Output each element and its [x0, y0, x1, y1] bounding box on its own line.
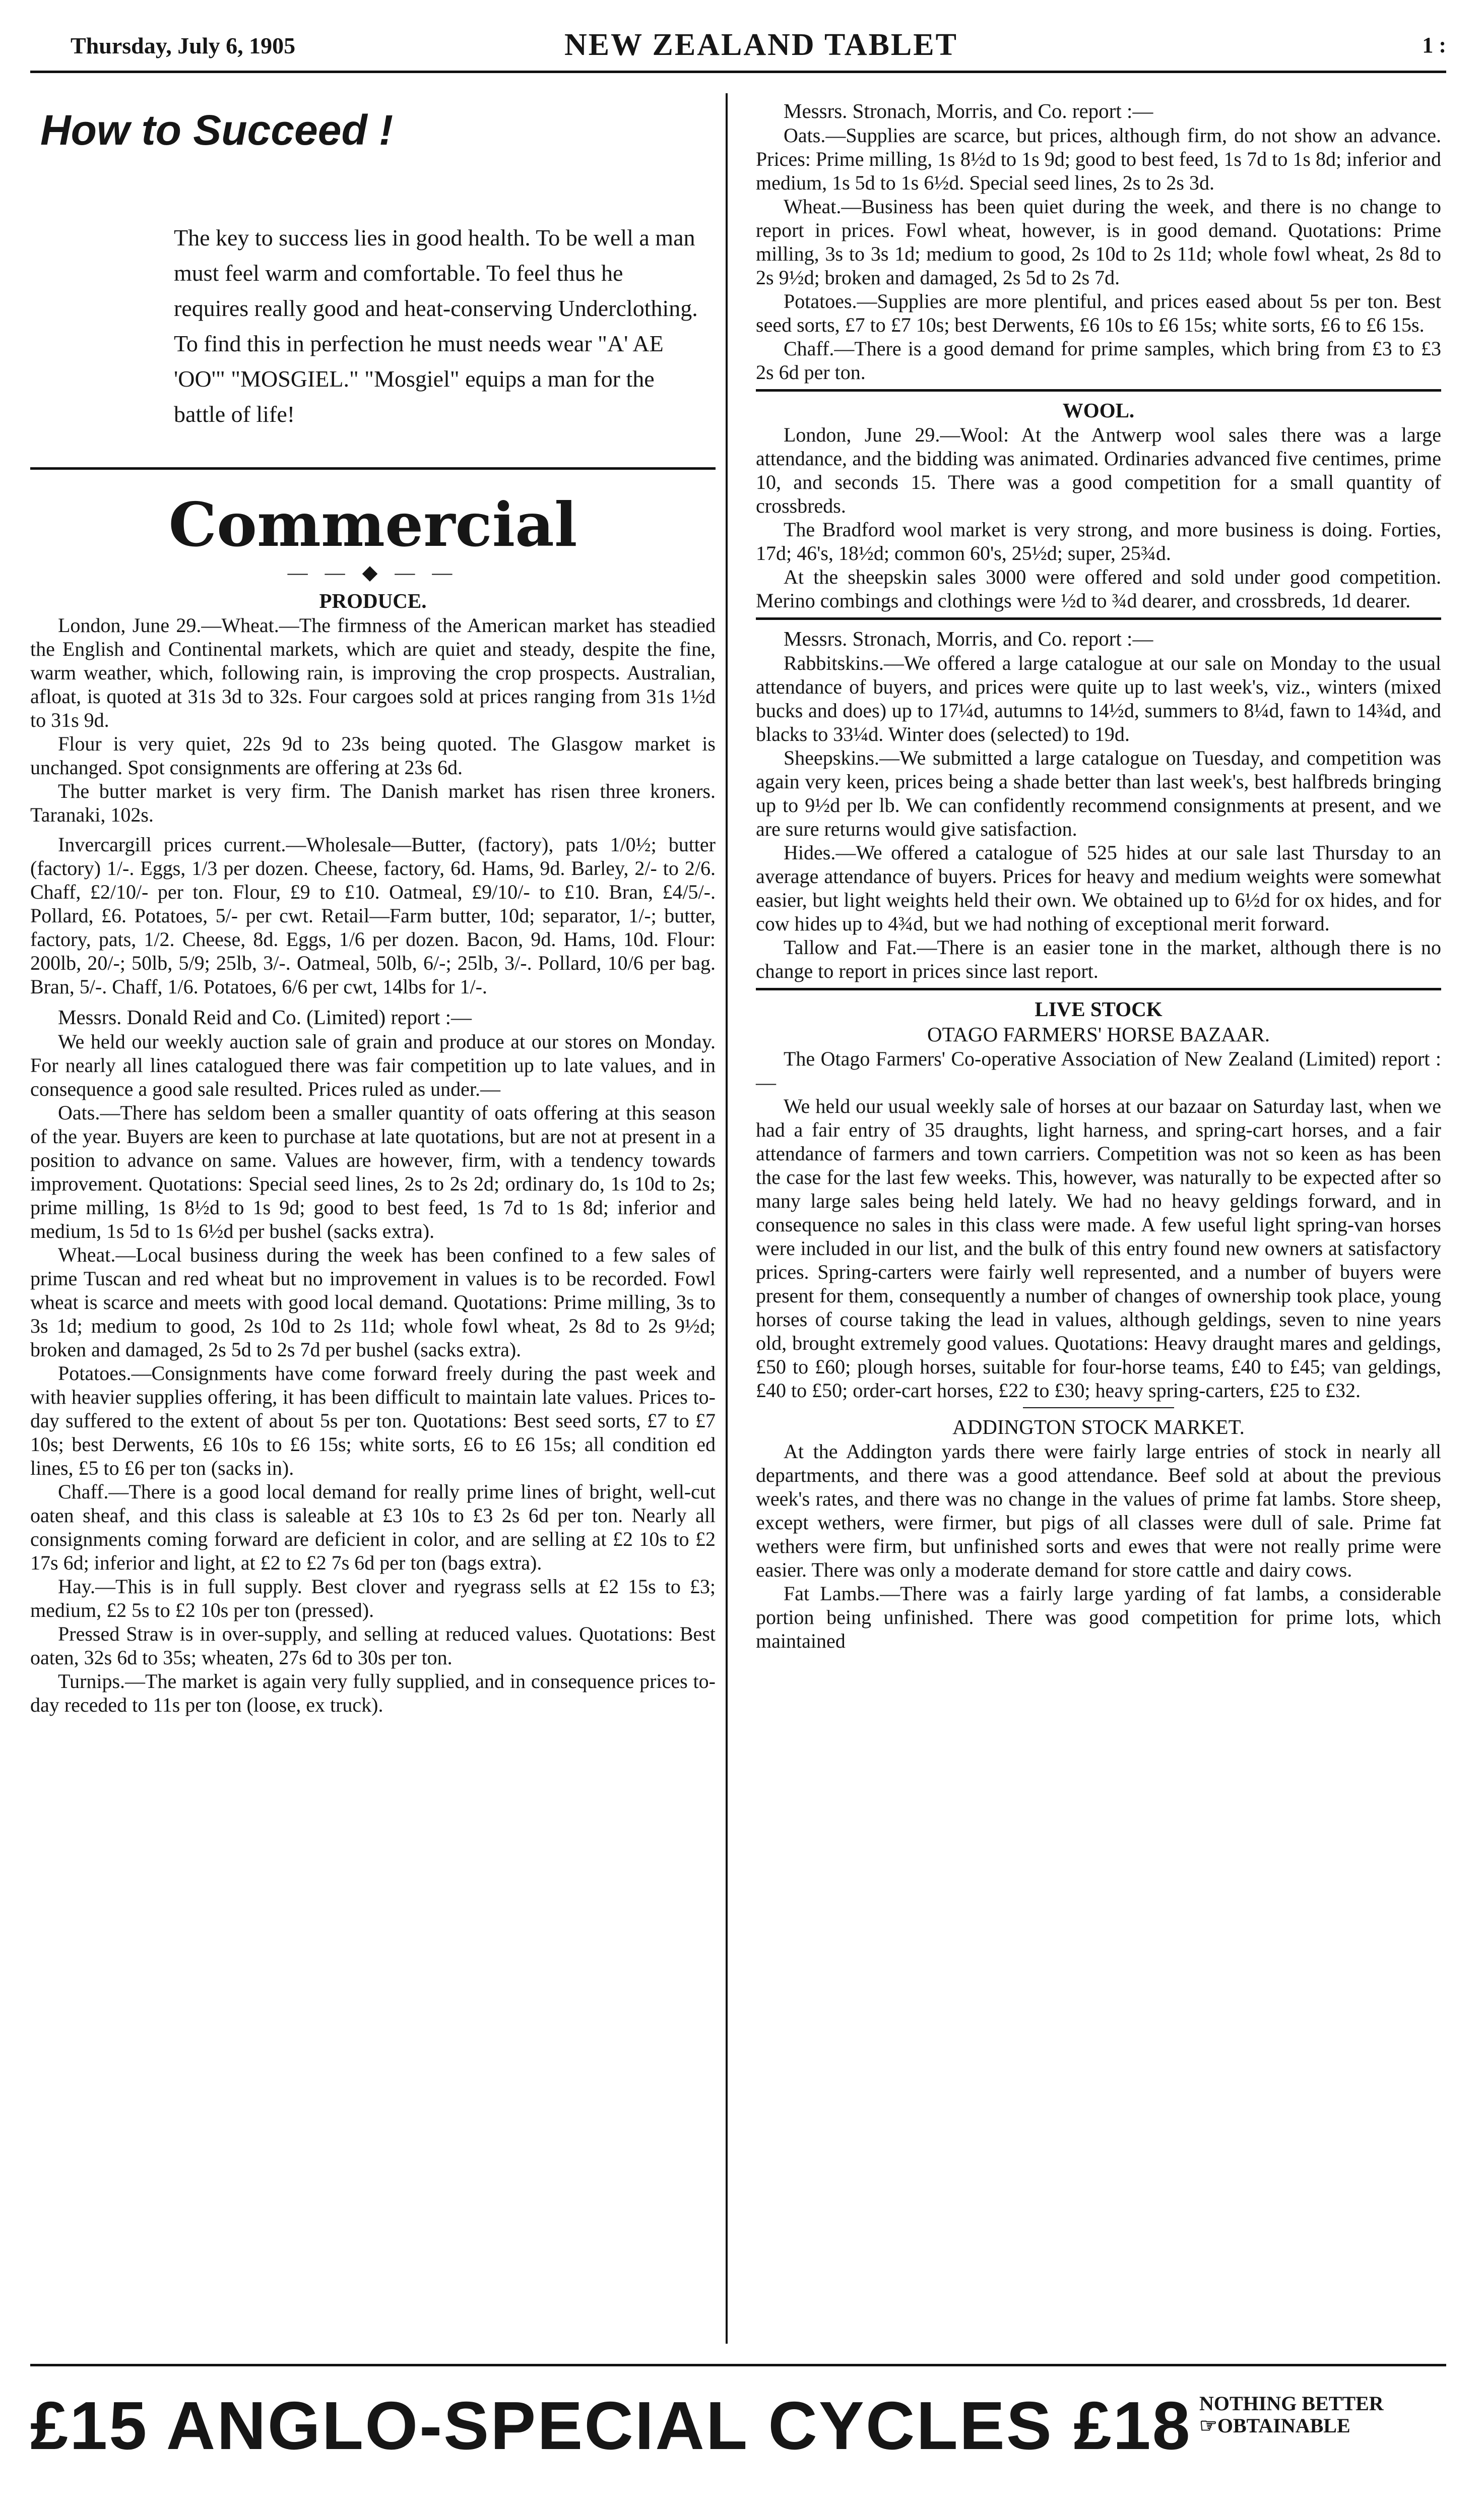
straw-report: Pressed Straw is in over-supply, and selling at reduced values. Quotations: Best oaten, 32s 6d to 35s; wheaten, 27s 6d to 30s per ton. [30, 1622, 716, 1669]
sheepskin-sales: At the sheepskin sales 3000 were offered and sold under good competition. Merino combings and clothings were ½d to ¾d dearer, and crossbreds, 1d dearer. [756, 566, 1441, 612]
section-rule [756, 617, 1441, 620]
addington-heading: ADDINGTON STOCK MARKET. [952, 1415, 1245, 1438]
hides-report: Hides.—We offered a catalogue of 525 hides at our sale last Thursday to an average attendance of buyers. Prices for heavy and medium weights were somewhat easier, but light weights held their own. We obtained up to 6½d for ox hides, and for cow hides up to 4¾d, but we had nothing of exceptional merit forward. [756, 841, 1441, 935]
issue-date: Thursday, July 6, 1905 [71, 33, 296, 58]
reid-report-heading: Messrs. Donald Reid and Co. (Limited) report :— [58, 1006, 472, 1029]
fat-lambs-report: Fat Lambs.—There was a fairly large yarding of fat lambs, a considerable portion being unfinished. There was good competition for prime lots, which maintained [756, 1582, 1441, 1652]
potatoes-report: Potatoes.—Consignments have come forward freely during the past week and with heavier supplies offering, it has been difficult to maintain late values. Prices to-day suffered to the extent of about 5s per ton. Quotations: Best seed sorts, £7 to £7 10s; best Derwents, £6 10s to £6 15s; white sorts, £6 to £6 15s; all condition ed lines, £5 to £6 per ton (sacks in). [30, 1362, 716, 1479]
stronach-chaff: Chaff.—There is a good demand for prime samples, which bring from £3 to £3 2s 6d per ton. [756, 337, 1441, 384]
bradford-report: The Bradford wool market is very strong, and more business is doing. Forties, 17d; 46's, 18½d; common 60's, 25½d; super, 25¾d. [756, 518, 1441, 565]
horse-bazaar-heading: OTAGO FARMERS' HORSE BAZAAR. [927, 1023, 1270, 1046]
advert-text: £15 ANGLO-SPECIAL CYCLES £18 [30, 2388, 1192, 2464]
page-number: 1 : [1422, 33, 1446, 57]
oats-report: Oats.—There has seldom been a smaller quantity of oats offering at this season of the year. Buyers are keen to purchase at late quotations, but are not at present in a position to advance on same. Values are however, firm, with a tendency towards improvement. Quotations: Special seed lines, 2s to 2s 2d; ordinary do, 1s 10d to 2s; prime milling, 1s 8½d to 1s 9d; good to best feed, 1s 7d to 1s 8d; inferior and medium, 1s 5d to 1s 6½d per bushel (sacks extra). [30, 1101, 716, 1242]
rabbitskins-report: Rabbitskins.—We offered a large catalogue at our sale on Monday to the usual attendance of buyers, and prices were quite up to last week's, viz., winters (mixed bucks and does) up to 17¼d, autumns to 14½d, summers to 8¼d, fawn to 14¾d, and blacks to 33¼d. Winter does (selected) to 19d. [756, 652, 1441, 745]
chaff-report: Chaff.—There is a good local demand for really prime lines of bright, well-cut oaten sheaf, and this class is saleable at £3 10s to £3 2s 6d per ton. Nearly all consignments coming forward are deficient in color, and are selling at £2 10s to £2 17s 6d; inferior and light, at £2 to £2 7s 6d per ton (bags extra). [30, 1480, 716, 1574]
stronach-wheat: Wheat.—Business has been quiet during the week, and there is no change to report in prices. Fowl wheat, however, is in good demand. Quotations: Prime milling, 3s to 3s 1d; medium to good, 2s 10d to 2s 11d; whole fowl wheat, 2s 8d to 2s 9½d; broken and damaged, 2s 5d to 2s 7d. [756, 195, 1441, 289]
masthead [30, 25, 1446, 73]
newspaper-title: NEW ZEALAND TABLET [564, 28, 958, 62]
sheepskins-report: Sheepskins.—We submitted a large catalogue on Tuesday, and competition was again very keen, prices being a shade better than last week's, best halfbreds bringing up to 9½d per lb. We can confidently recommend consignments at present, and we are sure returns would give satisfaction. [756, 746, 1441, 840]
section-rule [30, 467, 716, 470]
advert-tag-line-2: ☞OBTAINABLE [1199, 2414, 1350, 2437]
stronach-report-heading-2: Messrs. Stronach, Morris, and Co. report :— [784, 627, 1153, 650]
how-to-succeed-title: How to Succeed ! [40, 106, 394, 154]
wool-heading: WOOL. [1062, 399, 1135, 422]
reid-intro: We held our weekly auction sale of grain and produce at our stores on Monday. For nearly all lines catalogued there was fair competition up to late values, and in consequence a good sale resulted. Prices ruled as under.— [30, 1030, 716, 1100]
produce-heading: PRODUCE. [319, 589, 427, 612]
london-wheat: London, June 29.—Wheat.—The firmness of the American market has steadied the English and Continental markets, which are quiet and steady, despite the fine, warm weather, which, following rain, is improving the crop prospects. Australian, afloat, is quoted at 31s 3d to 32s. Four cargoes sold at prices ranging from 31s 1½d to 31s 9d. [30, 614, 716, 731]
advert-tagline [1199, 2393, 1384, 2437]
wheat-report: Wheat.—Local business during the week has been confined to a few sales of prime Tuscan and red wheat but no improvement in values is to be recorded. Fowl wheat is scarce and meets with good local demand. Quotations: Prime milling, 3s to 3s 1d; medium to good, 2s 10d to 2s 11d; whole fowl wheat, 2s 8d to 2s 9½d; broken and damaged, 2s 5d to 2s 7d per bushel (sacks extra). [30, 1243, 716, 1361]
advert-tag-line-1: NOTHING BETTER [1199, 2392, 1384, 2415]
stronach-potatoes: Potatoes.—Supplies are more plentiful, and prices eased about 5s per ton. Best seed sorts, £7 to £7 10s; best Derwents, £6 10s to £6 15s; white sorts, £6 to £6 15s. [756, 290, 1441, 336]
left-column [30, 96, 716, 1717]
how-to-succeed-body: The key to success lies in good health. To be well a man must feel warm and comfortable. To feel thus he requires really good and heat-conserving Underclothing. To find this in perfection he must needs wear "A' AE 'OO'" "MOSGIEL." "Mosgiel" equips a man for the battle of life! [174, 225, 698, 427]
tallow-report: Tallow and Fat.—There is an easier tone in the market, although there is no change to report in prices since last report. [756, 936, 1441, 982]
column-divider [726, 93, 728, 2344]
stronach-oats: Oats.—Supplies are scarce, but prices, although firm, do not show an advance. Prices: Prime milling, 1s 8½d to 1s 9d; good to best feed, 1s 7d to 1s 8d; inferior and medium, 1s 5d to 1s 6½d. Special seed lines, 2s to 2s 3d. [756, 124, 1441, 194]
section-rule [756, 389, 1441, 392]
live-stock-heading: LIVE STOCK [1035, 997, 1163, 1021]
invercargill-prices: Invercargill prices current.—Wholesale—Butter, (factory), pats 1/0½; butter (factory) 1/-. Eggs, 1/3 per dozen. Cheese, factory, 6d. Hams, 9d. Barley, 2/- to 2/6. Chaff, £2/10/- per ton. Flour, £9 to £10. Oatmeal, £9/10/- to £10. Bran, £4/5/-. Pollard, £6. Potatoes, 5/- per cwt. Retail—Farm butter, 10d; separator, 1/-; butter, factory, pats, 1/2. Cheese, 8d. Eggs, 1/6 per dozen. Bacon, 9d. Hams, 10d. Flour: 200lb, 20/-; 50lb, 5/9; 25lb, 3/-. Oatmeal, 50lb, 6/-; 25lb, 3/-. Pollard, 10/6 per bag. Bran, 5/-. Chaff, 1/6. Potatoes, 6/6 per cwt, 14lbs for 1/-. [30, 833, 716, 998]
flour-report: Flour is very quiet, 22s 9d to 23s being quoted. The Glasgow market is unchanged. Spot consignments are offering at 23s 6d. [30, 732, 716, 779]
short-rule [1023, 1407, 1174, 1408]
ornament: — — ◆ — — [287, 561, 459, 584]
bazaar-body: We held our usual weekly sale of horses at our bazaar on Saturday last, when we had a fair entry of 35 draughts, light harness, and spring-cart horses, and a fair attendance of farmers and town carriers. Competition was not so keen as has been the case for the last few weeks. This, however, was naturally to be expected after so many large sales being held lately. We had no heavy geldings forward, and in consequence no sales in this class were made. A few useful light spring-van horses were included in our list, and the bulk of this entry found new owners at satisfactory prices. Spring-carters were fairly well represented, and a number of buyers were present for them, consequently a number of changes of ownership took place, young horses of course taking the lead in values, although geldings, seven to nine years old, brought extremely good values. Quotations: Heavy draught mares and geldings, £50 to £60; plough horses, suitable for four-horse teams, £40 to £45; van geldings, £40 to £50; order-cart horses, £22 to £30; heavy spring-carters, £25 to £32. [756, 1095, 1441, 1402]
commercial-title: Commercial [168, 489, 577, 560]
cycles-advert [30, 2364, 1446, 2467]
section-rule [756, 988, 1441, 990]
right-column [756, 98, 1441, 1653]
stronach-report-heading: Messrs. Stronach, Morris, and Co. report :— [784, 99, 1153, 122]
bazaar-intro: The Otago Farmers' Co-operative Association of New Zealand (Limited) report :— [756, 1047, 1441, 1094]
wool-london: London, June 29.—Wool: At the Antwerp wool sales there was a large attendance, and the bidding was animated. Ordinaries advanced five centimes, prime 10, and seconds 15. There was a good competition for a small quantity of crossbreds. [756, 423, 1441, 517]
addington-body: At the Addington yards there were fairly large entries of stock in nearly all departments, and there was a good attendance. Beef sold at about the previous week's rates, and there was no change in the values of prime fat lambs. Store sheep, except wethers, were firmer, but pigs of all classes were dull of sale. Prime fat wethers were firm, but unfinished sorts and ewes that were not really prime were easier. There was only a moderate demand for store cattle and dairy cows. [756, 1440, 1441, 1581]
butter-report: The butter market is very firm. The Danish market has risen three kroners. Taranaki, 102s. [30, 780, 716, 826]
hay-report: Hay.—This is in full supply. Best clover and ryegrass sells at £2 15s to £3; medium, £2 5s to £2 10s per ton (pressed). [30, 1575, 716, 1621]
turnips-report: Turnips.—The market is again very fully supplied, and in consequence prices to-day receded to 11s per ton (loose, ex truck). [30, 1670, 716, 1716]
